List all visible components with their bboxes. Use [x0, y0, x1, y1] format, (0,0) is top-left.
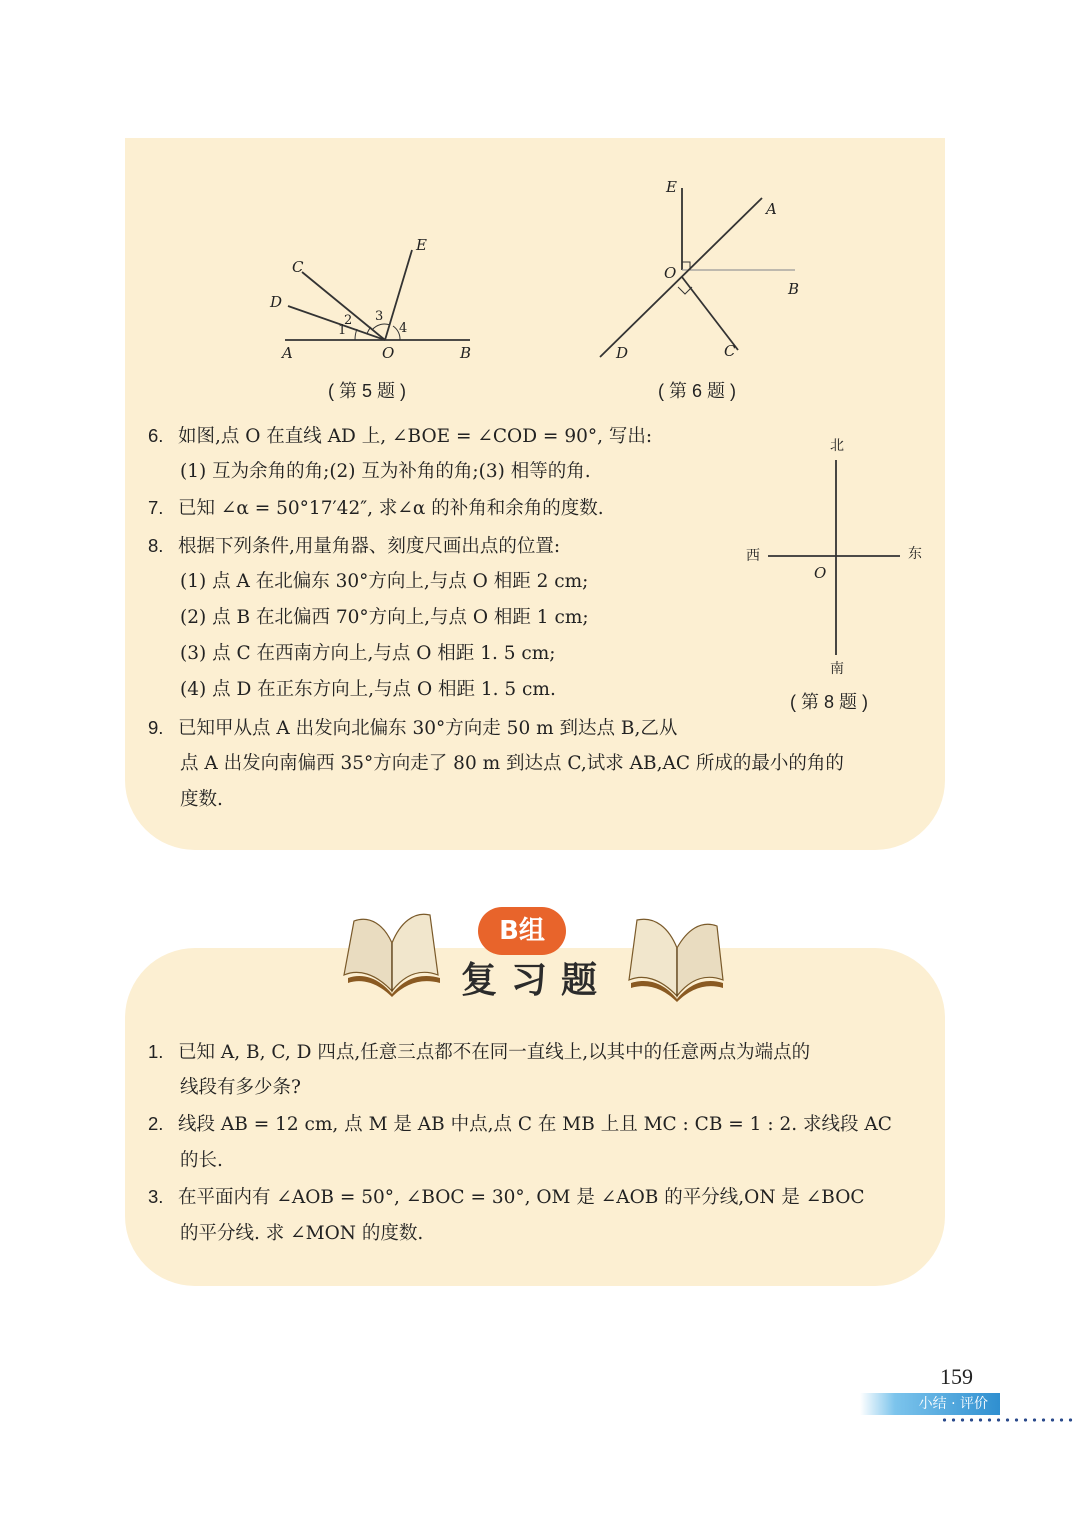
question-text: 已知 A, B, C, D 四点,任意三点都不在同一直线上,以其中的任意两点为端点的	[178, 1042, 811, 1063]
fig5-label-o: O	[382, 344, 395, 362]
question-8-item-1: (1) 点 A 在北偏东 30°方向上,与点 O 相距 2 cm;	[180, 571, 589, 592]
section-tag: 小结 · 评价	[860, 1393, 1000, 1415]
question-number: 7.	[148, 497, 164, 518]
open-book-right-icon	[625, 908, 730, 1003]
fig8-east: 东	[908, 546, 922, 562]
figure-5	[260, 230, 490, 370]
fig5-angle-2: 2	[344, 313, 353, 328]
question-9	[148, 710, 677, 747]
question-6-sub: (1) 互为余角的角;(2) 互为补角的角;(3) 相等的角.	[180, 461, 591, 482]
review-question-1	[148, 1034, 810, 1071]
question-text: 已知甲从点 A 出发向北偏东 30°方向走 50 m 到达点 B,乙从	[178, 718, 678, 739]
fig6-caption: ( 第 6 题 )	[658, 381, 737, 401]
fig5-angle-1: 1	[338, 323, 347, 338]
question-text: 如图,点 O 在直线 AD 上, ∠BOE = ∠COD = 90°, 写出:	[178, 426, 653, 447]
question-number: 1.	[148, 1041, 164, 1062]
fig6-label-o: O	[664, 264, 677, 282]
fig8-north: 北	[830, 438, 844, 454]
open-book-left-icon	[340, 903, 445, 998]
figure-6	[590, 170, 810, 370]
fig5-label-c: C	[292, 258, 304, 276]
question-number: 3.	[148, 1186, 164, 1207]
question-8-item-4: (4) 点 D 在正东方向上,与点 O 相距 1. 5 cm.	[180, 679, 556, 700]
question-number: 8.	[148, 535, 164, 556]
question-8-item-3: (3) 点 C 在西南方向上,与点 O 相距 1. 5 cm;	[180, 643, 556, 664]
fig8-label-o: O	[814, 564, 827, 582]
footer-dotted-line	[940, 1418, 1075, 1422]
question-number: 2.	[148, 1113, 164, 1134]
fig8-south: 南	[830, 661, 844, 677]
question-8-item-2: (2) 点 B 在北偏西 70°方向上,与点 O 相距 1 cm;	[180, 607, 589, 628]
review-question-2	[148, 1106, 892, 1143]
fig5-label-e: E	[416, 236, 427, 254]
fig5-angle-3: 3	[375, 309, 384, 324]
review-question-1-cont: 线段有多少条?	[180, 1077, 301, 1098]
question-text: 线段 AB = 12 cm, 点 M 是 AB 中点,点 C 在 MB 上且 MC : CB = 1 : 2. 求线段 AC	[178, 1114, 892, 1135]
question-6	[148, 418, 652, 455]
review-question-3	[148, 1179, 865, 1216]
fig6-label-e: E	[666, 178, 677, 196]
fig5-caption: ( 第 5 题 )	[328, 381, 407, 401]
question-text: 已知 ∠α = 50°17′42″, 求∠α 的补角和余角的度数.	[178, 498, 604, 519]
question-number: 9.	[148, 717, 164, 738]
question-number: 6.	[148, 425, 164, 446]
question-9-line-3: 度数.	[180, 789, 223, 810]
fig5-angle-4: 4	[399, 321, 408, 336]
fig8-west: 西	[746, 548, 760, 564]
fig6-label-b: B	[788, 280, 800, 298]
fig8-caption: ( 第 8 题 )	[790, 692, 869, 712]
fig6-label-d: D	[616, 344, 629, 362]
question-text: 根据下列条件,用量角器、刻度尺画出点的位置:	[178, 536, 561, 557]
question-text: 在平面内有 ∠AOB = 50°, ∠BOC = 30°, OM 是 ∠AOB 的平分线,ON 是 ∠BOC	[178, 1187, 865, 1208]
question-9-line-2: 点 A 出发向南偏西 35°方向走了 80 m 到达点 C,试求 AB,AC 所成的最小的角的	[180, 753, 844, 774]
review-question-2-cont: 的长.	[180, 1150, 223, 1171]
fig6-label-c: C	[724, 342, 736, 360]
review-question-3-cont: 的平分线. 求 ∠MON 的度数.	[180, 1223, 424, 1244]
fig5-label-b: B	[460, 344, 472, 362]
question-7	[148, 490, 604, 527]
review-title: 复习题	[460, 960, 611, 1001]
figure-8	[740, 430, 940, 685]
question-8	[148, 528, 560, 565]
fig6-label-a: A	[766, 200, 777, 218]
fig5-label-d: D	[270, 293, 283, 311]
page-number: 159	[940, 1364, 973, 1389]
group-b-badge: B组	[478, 907, 566, 955]
fig5-label-a: A	[282, 344, 293, 362]
